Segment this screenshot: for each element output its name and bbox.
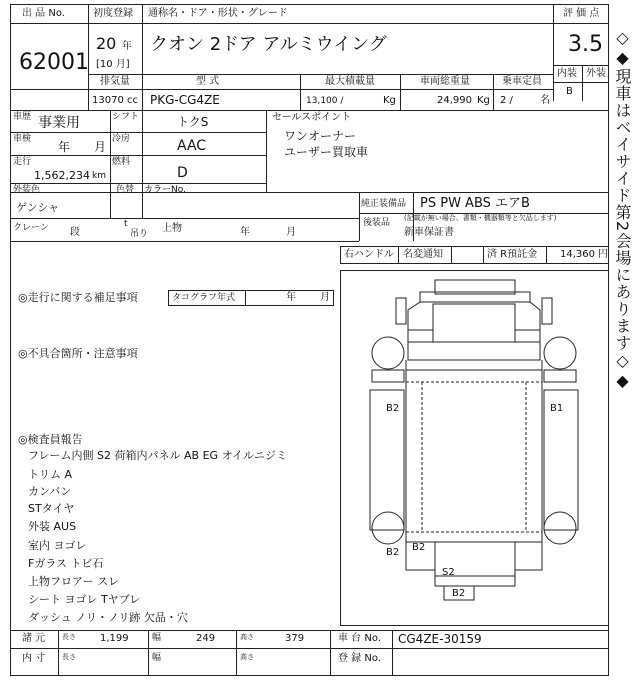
length-label: 長さ [62,633,76,641]
model-name: クオン 2ドア アルミウイング [150,34,387,55]
aftermarket-note: (記載が無い場合、書類・機器類等と欠品します) [404,214,557,222]
steering-side: 右ハンドル [344,249,394,260]
defects-label: ◎不具合箇所・注意事項 [18,347,138,360]
tachograph-year: 年 [286,292,296,303]
capacity-unit: 名 [540,95,550,106]
venue-notice: ◇◆現車はベイサイド第2会場にあります◇◆ [613,28,632,392]
recycle-unit: 円 [598,249,608,260]
inspector-line-9: シート ヨゴレ Tヤブレ [28,593,141,606]
upper-label: 上物 [162,223,182,234]
crane-stage: 段 [70,227,80,238]
interior-length-label: 長さ [62,653,76,661]
height-value: 379 [285,633,305,644]
length-value: 1,199 [100,633,129,644]
height-label: 高さ [240,633,254,641]
sales-point-2: ユーザー買取車 [284,145,369,159]
crane-hang: 吊り [130,229,149,239]
displacement-unit: cc [127,95,138,106]
max-load-value: 13,100 / [306,96,344,106]
registration-year: 20 [96,34,117,53]
damage-mark-right-upper: B1 [550,403,564,414]
max-load-label: 最大積載量 [325,76,375,87]
color-number-label: カラーNo. [144,185,186,195]
upper-month: 月 [286,227,296,238]
inspection-year: 年 [58,140,71,154]
upper-year: 年 [240,227,250,238]
exterior-color-value: ゲンシャ [16,201,60,214]
sales-point-1: ワンオーナー [284,129,357,143]
equipment-label: 純正装備品 [361,199,407,209]
history-label: 車歴 [13,112,32,122]
inspector-line-6: 室内 ヨゴレ [28,539,87,552]
inspector-line-2: トリム A [28,468,73,481]
year-unit: 年 [122,41,132,52]
shift-label: シフト [112,112,140,122]
interior-width-label: 幅 [152,653,162,663]
damage-mark-left-upper: B2 [386,403,400,414]
interior-dimensions-label: 内 寸 [22,653,46,664]
fuel-value: D [177,165,188,181]
crane-label: クレーン [13,223,49,233]
equipment-value: PS PW ABS エアB [420,196,530,211]
exterior-color-label: 外装色 [13,185,41,195]
gross-weight-unit: Kg [477,95,490,106]
inspector-report-label: ◎検査員報告 [18,433,83,446]
mileage-label: 走行 [13,157,32,167]
gross-weight-label: 車両総重量 [420,76,470,87]
inspector-line-4: STタイヤ [28,502,75,515]
driving-notes-label: ◎走行に関する補足事項 [18,291,138,304]
inspector-line-7: Fガラス トビ石 [28,557,104,570]
ac-label: 冷房 [112,134,131,144]
inspector-line-3: カンバン [28,485,72,498]
gross-weight-value: 24,990 [437,95,472,106]
overall-grade: 3.5 [568,32,603,57]
sales-points-label: セールスポイント [272,112,352,123]
inspector-line-10: ダッシュ ノリ・ノリ跡 欠品・穴 [28,611,188,624]
max-load-unit: Kg [383,95,396,106]
lot-label: 出 品 No. [22,8,65,19]
capacity-label: 乗車定員 [502,76,542,87]
width-label: 幅 [152,633,162,643]
displacement-value: 13070 [92,95,124,106]
recycle-label: 済 R預託金 [487,249,538,260]
interior-grade-label: 内装 [557,68,577,79]
inspector-line-8: 上物フロアー スレ [28,575,120,588]
truck-diagram [340,270,609,626]
inspection-month: 月 [94,140,107,154]
damage-mark-center-lower: B2 [412,542,426,553]
name-change-label: 名変通知 [403,249,443,260]
inspection-label: 車検 [13,134,32,144]
chassis-number: CG4ZE-30159 [398,632,482,646]
shift-value: トクS [177,115,209,129]
ac-value: AAC [177,138,207,154]
recycle-amount: 14,360 [560,249,595,260]
displacement-label: 排気量 [100,76,130,87]
history-value: 事業用 [38,115,80,131]
mileage-value: 1,562,234 [34,169,90,182]
warranty-document: 新車保証書 [404,227,454,238]
capacity-value: 2 / [500,95,513,106]
tachograph-month: 月 [320,292,330,303]
interior-grade: B [566,86,573,97]
tachograph-label: タコグラフ年式 [172,293,236,303]
grade-label: 評 価 点 [563,8,600,19]
damage-mark-left-lower: B2 [386,547,400,558]
registration-number-label: 登 録 No. [338,653,381,664]
type-label: 型 式 [196,76,220,87]
width-value: 249 [196,633,216,644]
model-label: 通称名・ドア・形状・グレード [148,8,288,19]
lot-number: 62001 [19,50,89,75]
color-change-label: 色替 [116,185,135,195]
chassis-label: 車 台 No. [338,633,381,644]
first-registration-label: 初度登録 [93,8,133,19]
fuel-label: 燃料 [112,157,131,167]
registration-month: [10 月] [96,59,130,70]
dimensions-label: 諸 元 [22,633,46,644]
exterior-grade-label: 外装 [586,68,606,79]
interior-height-label: 高さ [240,653,254,661]
crane-ton: t [124,219,128,229]
damage-mark-rear: B2 [452,588,466,599]
aftermarket-label: 後装品 [363,218,391,228]
damage-mark-frame: S2 [442,567,455,578]
inspector-line-5: 外装 AUS [28,520,77,533]
mileage-unit: km [92,171,106,181]
model-type: PKG-CG4ZE [150,93,220,107]
inspector-line-1: フレーム内側 S2 荷箱内パネル AB EG オイルニジミ [28,449,288,462]
